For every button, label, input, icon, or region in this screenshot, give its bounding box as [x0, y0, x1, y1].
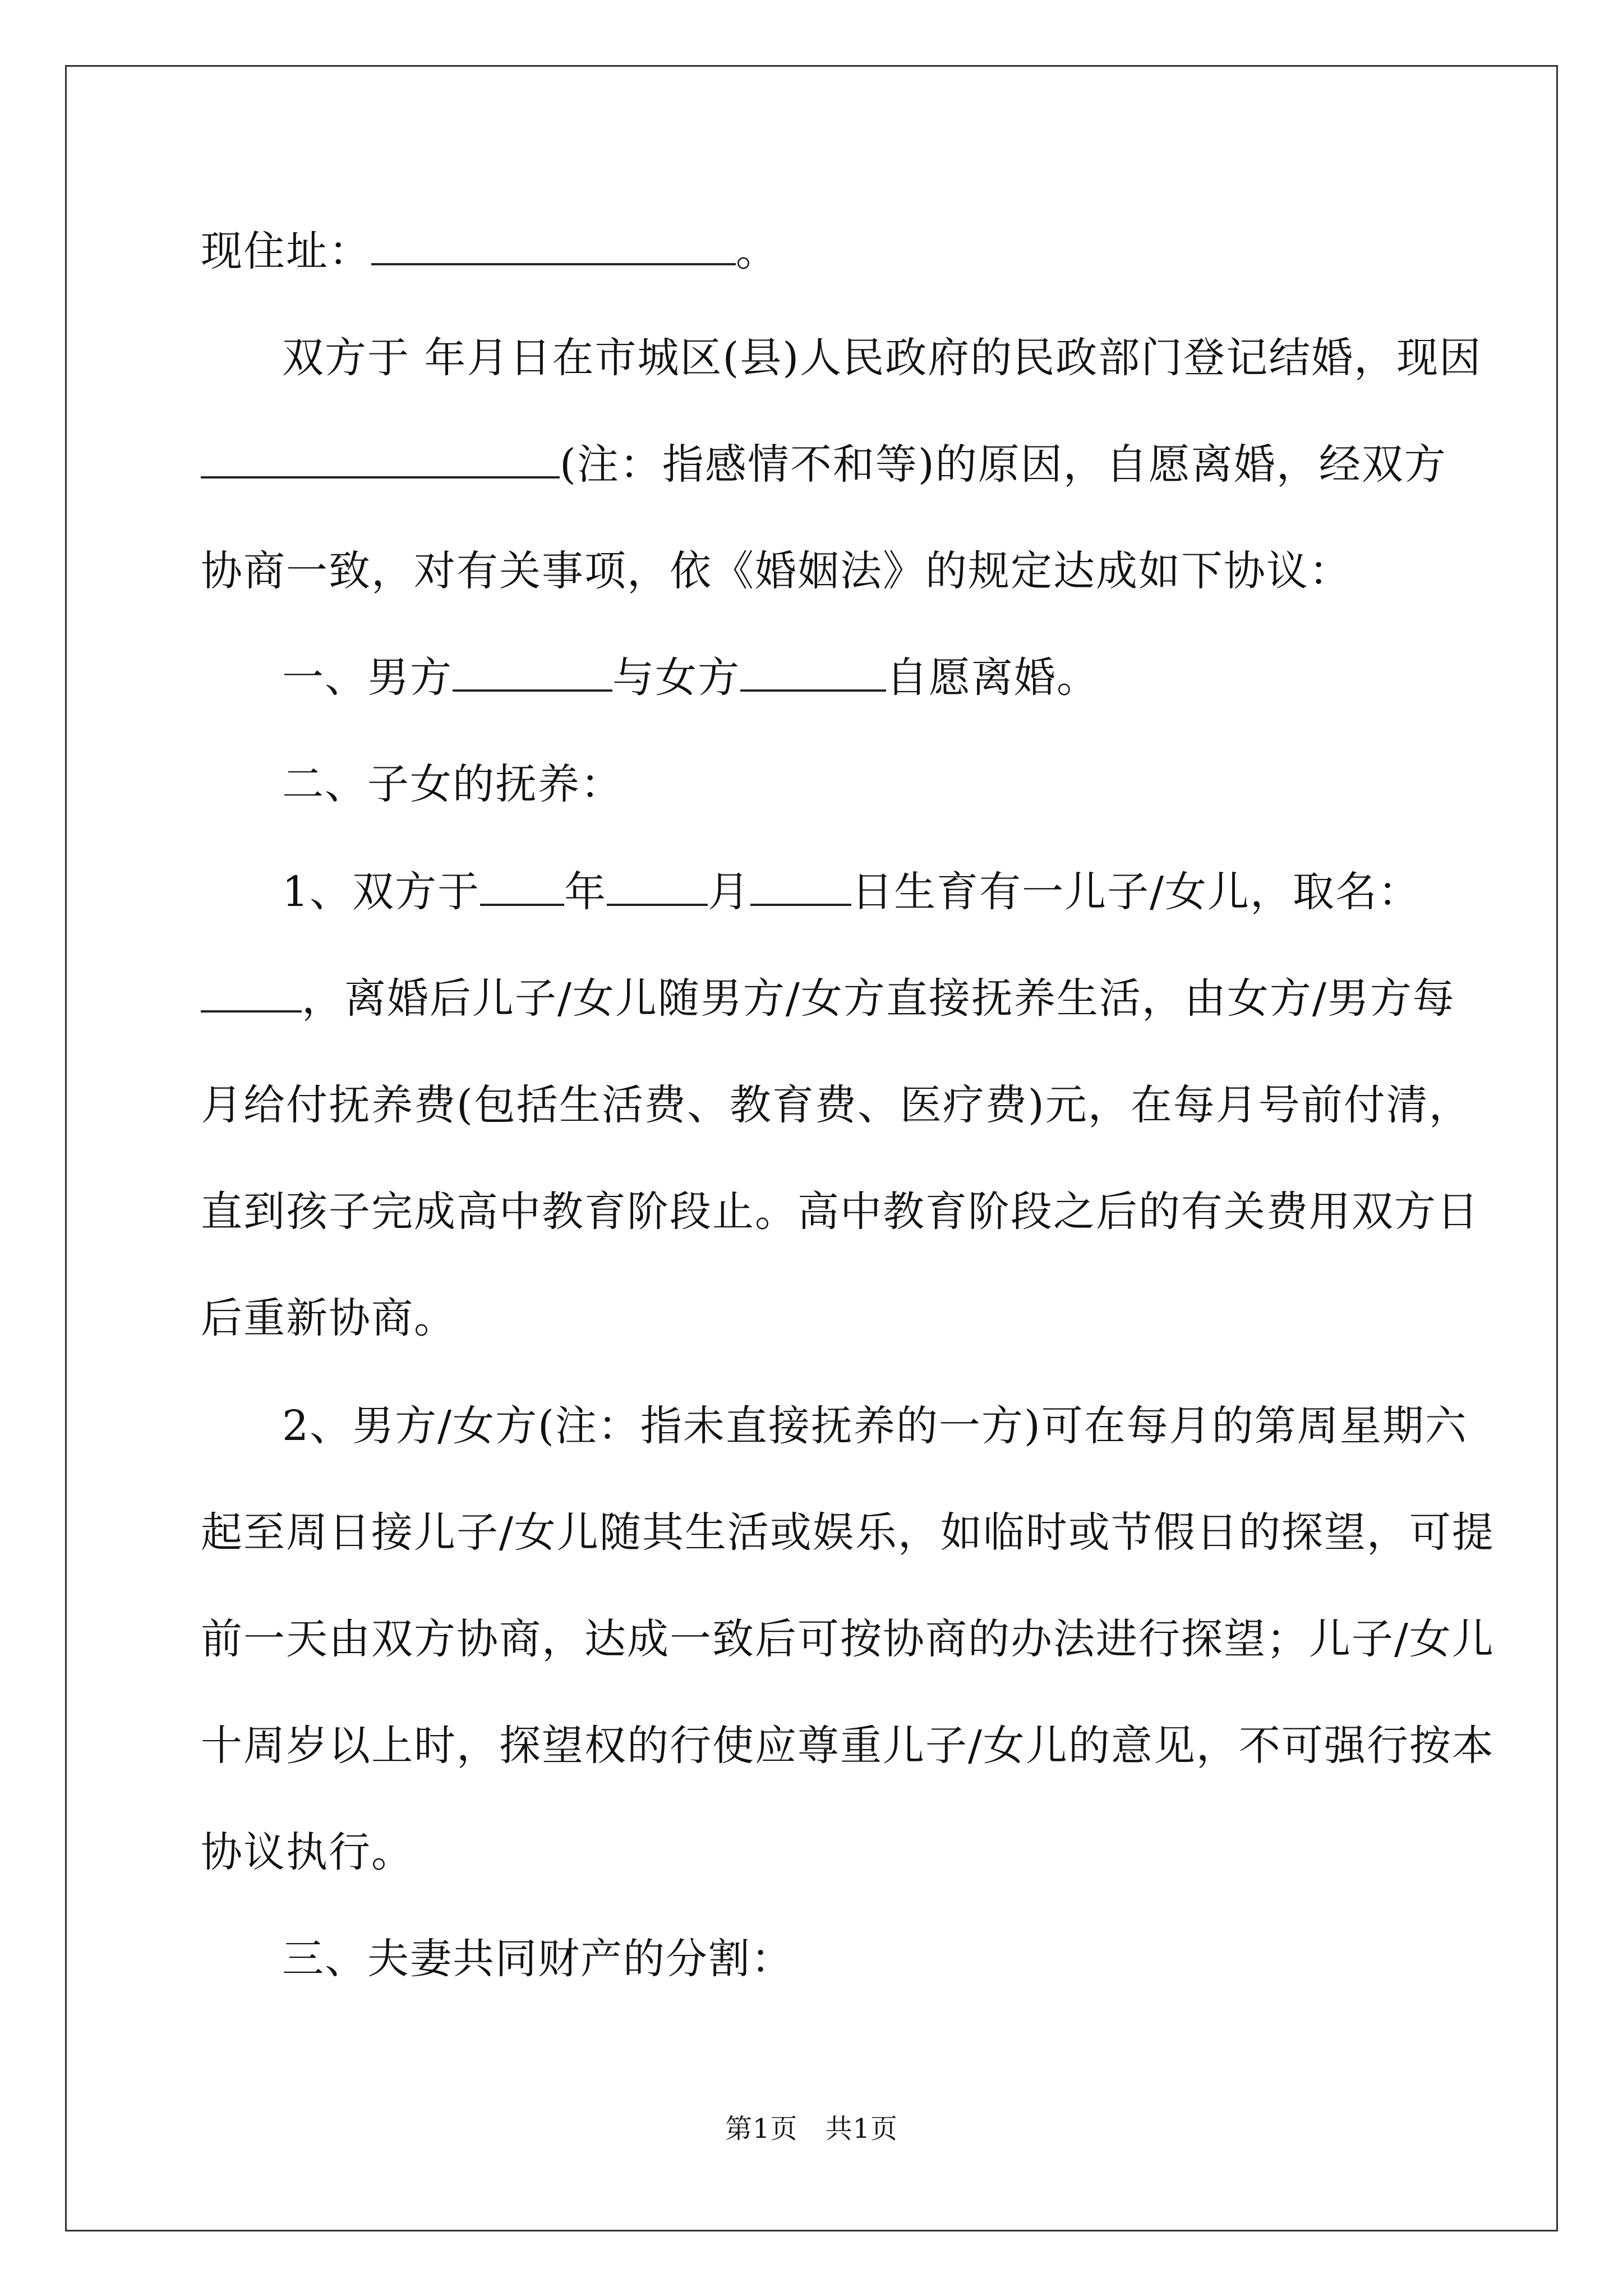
day-blank [750, 870, 851, 906]
reason-blank [201, 443, 560, 478]
page-border [65, 65, 1558, 2231]
wife-name-blank [740, 656, 886, 692]
year-blank [480, 870, 564, 906]
section-heading-property: 三、夫妻共同财产的分割： [282, 1935, 794, 1983]
child-birth-line: 1、双方于 年 月 日生育有一儿子/女儿，取名： [282, 868, 1421, 916]
month-blank [607, 870, 708, 906]
paragraph-line: 协议执行。 [201, 1828, 414, 1876]
paragraph-line: 2、男方/女方(注：指未直接抚养的一方)可在每月的第周星期六 [282, 1402, 1468, 1450]
reason-text: (注：指感情不和等)的原因，自愿离婚，经双方 [560, 440, 1447, 489]
paragraph-line: 十周岁以上时，探望权的行使应尊重儿子/女儿的意见，不可强行按本 [201, 1722, 1495, 1770]
address-label: 现住址： [201, 227, 371, 275]
paragraph-line: 后重新协商。 [201, 1294, 457, 1342]
paragraph-line: 双方于 年月日在市城区(县)人民政府的民政部门登记结婚，现因 [282, 334, 1482, 382]
paragraph-line: 前一天由双方协商，达成一致后可按协商的办法进行探望；儿子/女儿 [201, 1615, 1495, 1663]
paragraph-line: 起至周日接儿子/女儿随其生活或娱乐，如临时或节假日的探望，可提 [201, 1508, 1495, 1557]
address-blank [371, 229, 736, 265]
husband-name-blank [453, 656, 612, 692]
paragraph-line: 协商一致，对有关事项，依《婚姻法》的规定达成如下协议： [201, 547, 1352, 595]
paragraph-line: 月给付抚养费(包括生活费、教育费、医疗费)元，在每月号前付清， [201, 1081, 1472, 1129]
address-end: 。 [736, 227, 778, 275]
child-name-blank [201, 977, 302, 1013]
paragraph-line: 直到孩子完成高中教育阶段止。高中教育阶段之后的有关费用双方日 [201, 1188, 1479, 1236]
clause-1-line: 一、男方 与女方 自愿离婚。 [282, 654, 1099, 702]
section-heading-children: 二、子女的抚养： [282, 760, 623, 808]
address-line [201, 224, 778, 278]
page-number-footer: 第1页 共1页 [725, 2113, 898, 2145]
reason-line [201, 438, 1447, 491]
child-name-line: ，离婚后儿子/女儿随男方/女方直接抚养生活，由女方/男方每 [201, 972, 1455, 1025]
